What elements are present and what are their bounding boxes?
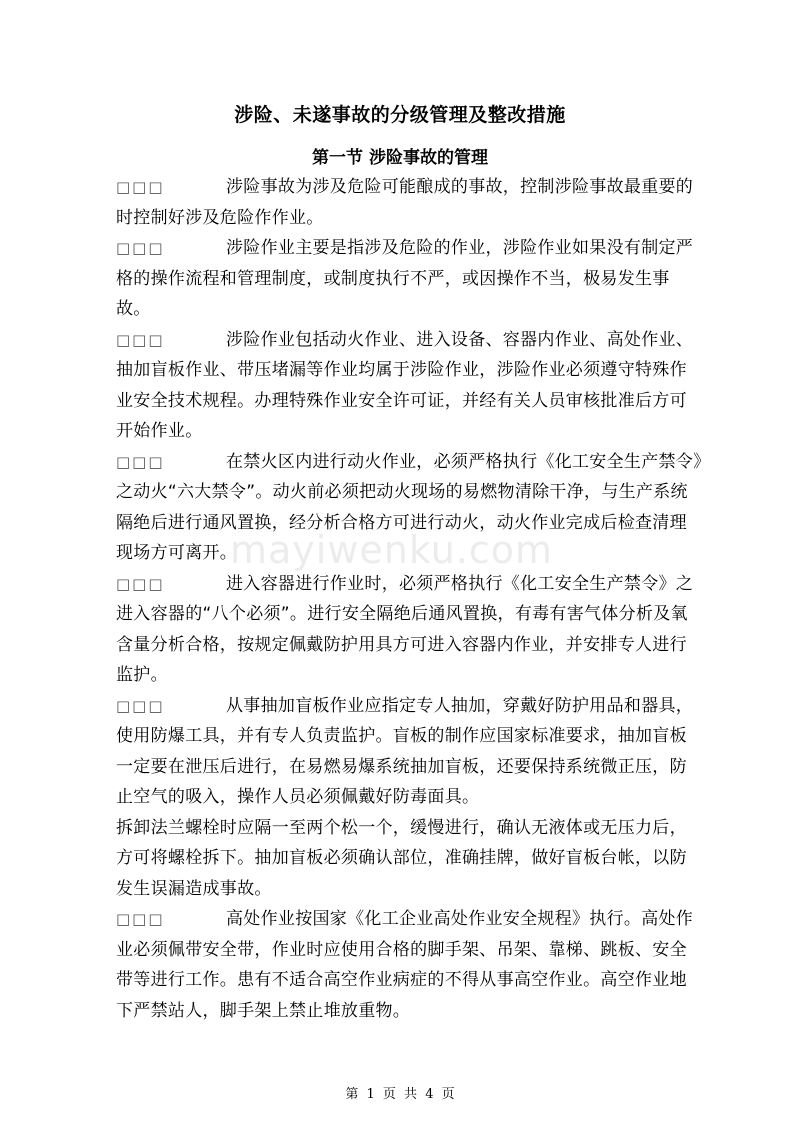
indent-marker: □□□ bbox=[116, 696, 165, 715]
paragraph bbox=[116, 813, 702, 905]
paragraph bbox=[116, 904, 702, 1026]
paragraph-text: 在禁火区内进行动火作业，必须严格执行《化工安全生产禁令》之动火“六大禁令”。动火前必须把动火现场的易燃物清除干净，与生产系统隔绝后进行通风置换，经分析合格方可进行动火，动火作业完成后检查清理现场方可离开。 bbox=[116, 451, 702, 563]
document-body bbox=[116, 172, 702, 1026]
paragraph bbox=[116, 233, 702, 325]
paragraph bbox=[116, 691, 702, 813]
indent-marker: □□□ bbox=[116, 330, 165, 349]
paragraph-text: 涉险作业主要是指涉及危险的作业，涉险作业如果没有制定严格的操作流程和管理制度，或制度执行不严，或因操作不当，极易发生事故。 bbox=[116, 238, 694, 319]
paragraph bbox=[116, 325, 702, 447]
paragraph-text: 从事抽加盲板作业应指定专人抽加，穿戴好防护用品和器具，使用防爆工具，并有专人负责监护。盲板的制作应国家标准要求，抽加盲板一定要在泄压后进行，在易燃易爆系统抽加盲板，还要保持系统微正压，防止空气的吸入，操作人员必须佩戴好防毒面具。 bbox=[116, 695, 694, 807]
paragraph bbox=[116, 569, 702, 691]
paragraph-text: 涉险事故为涉及危险可能酿成的事故，控制涉险事故最重要的时控制好涉及危险作作业。 bbox=[116, 177, 694, 228]
paragraph-text: 高处作业按国家《化工企业高处作业安全规程》执行。高处作业必须佩带安全带，作业时应使用合格的脚手架、吊架、靠梯、跳板、安全带等进行工作。患有不适合高空作业病症的不得从事高空作业。高空作业地下严禁站人，脚手架上禁止堆放重物。 bbox=[116, 909, 694, 1021]
indent-marker: □□□ bbox=[116, 452, 165, 471]
section-heading: 第一节 涉险事故的管理 bbox=[312, 148, 488, 168]
paragraph bbox=[116, 172, 702, 233]
indent-marker: □□□ bbox=[116, 910, 165, 928]
document-title: 涉险、未遂事故的分级管理及整改措施 bbox=[234, 104, 566, 126]
indent-marker: □□□ bbox=[116, 574, 165, 593]
paragraph-text: 涉险作业包括动火作业、进入设备、容器内作业、高处作业、抽加盲板作业、带压堵漏等作业均属于涉险作业，涉险作业必须遵守特殊作业安全技术规程。办理特殊作业安全许可证，并经有关人员审核批准后方可开始作业。 bbox=[116, 329, 694, 441]
watermark: mayiwenku.com bbox=[230, 528, 554, 572]
indent-marker: □□□ bbox=[116, 239, 165, 257]
page-footer: 第 1 页 共 4 页 bbox=[345, 1087, 455, 1102]
paragraph-text: 进入容器进行作业时，必须严格执行《化工安全生产禁令》之进入容器的“八个必须”。进行安全隔绝后通风置换，有毒有害气体分析及氧含量分析合格，按规定佩戴防护用具方可进入容器内作业，并安排专人进行监护。 bbox=[116, 573, 694, 685]
indent-marker: □□□ bbox=[116, 178, 165, 196]
paragraph-text: 拆卸法兰螺栓时应隔一至两个松一个，缓慢进行，确认无液体或无压力后，方可将螺栓拆下。抽加盲板必须确认部位，准确挂牌，做好盲板台帐，以防发生误漏造成事故。 bbox=[116, 817, 687, 899]
